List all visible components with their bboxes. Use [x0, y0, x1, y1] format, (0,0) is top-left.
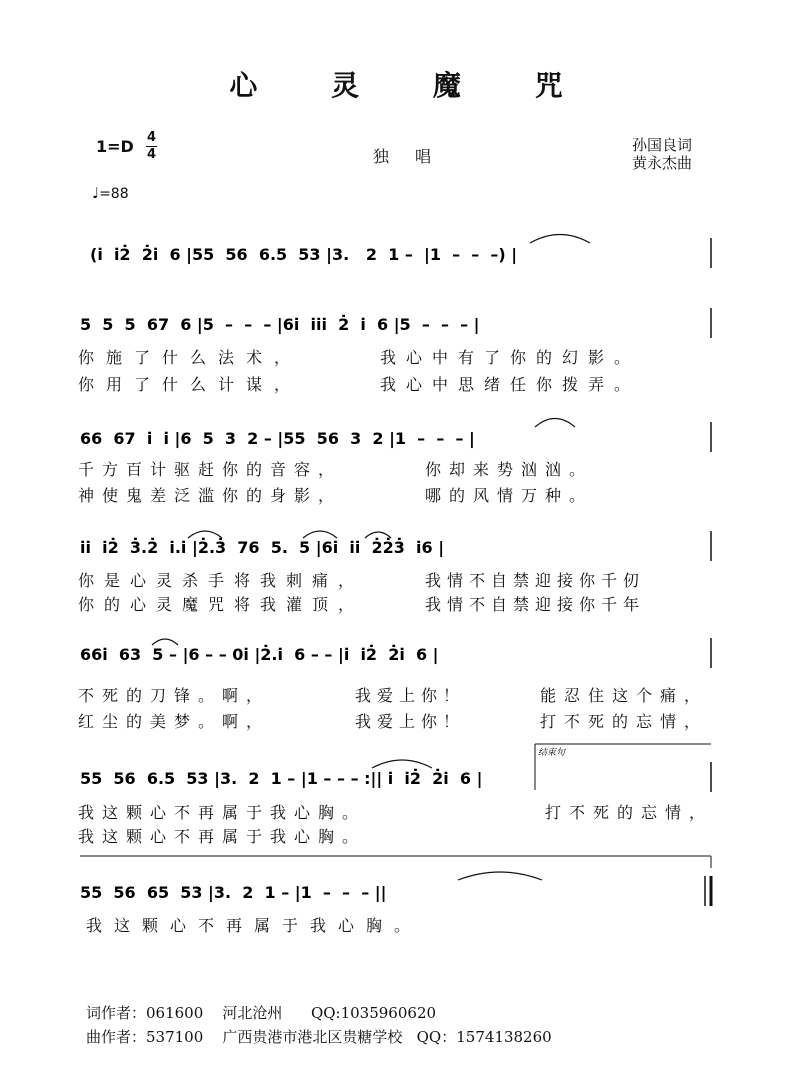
ending-label: 结束句 [538, 748, 566, 758]
system-4-notes: i̇i̇ i̇2̇ 3̇.2̇ i̇.i̇ |2̇.3̇ 76 5. 5 |6i̇ i̇i̇ 2̇2̇3̇ i̇6 | [80, 538, 445, 557]
system-4 [80, 531, 711, 561]
system-3 [80, 419, 711, 453]
page-title: 心 灵 魔 咒 [229, 69, 595, 102]
system-7 [80, 872, 711, 906]
lyric-6-2a: 我这颗心不再属于我心胸。 [78, 827, 367, 846]
tempo-value: =88 [99, 186, 129, 202]
lyric-5-1b: 我爱上你！ [355, 686, 466, 705]
lyric-7-1: 我这颗心不再属于我心胸。 [86, 916, 423, 935]
lyric-5-2a: 红尘的美梦。啊， [78, 712, 271, 731]
lyric-3-2b: 哪的风情万种。 [425, 486, 594, 505]
lyric-5-2b: 我爱上你！ [355, 712, 466, 731]
lyric-2-2a: 你用了什么计谋， [78, 375, 303, 394]
lyric-5-2c: 打不死的忘情， [540, 712, 709, 731]
footer-lyricist-info: 词作者：061600 河北沧州 QQ:1035960620 [86, 1004, 437, 1022]
lyric-4-2b: 我情不自禁迎接你千年 [425, 595, 646, 614]
lyric-5-1a: 不死的刀锋。啊， [78, 686, 271, 705]
lyric-6-1b: 打不死的忘情， [545, 803, 714, 822]
composer: 黄永杰曲 [632, 154, 693, 172]
system-7-notes: 55 56 65 53 |3. 2 1 – |1 – – – || [80, 883, 387, 902]
lyric-5-1c: 能忍住这个痛， [540, 686, 709, 705]
lyricist: 孙国良词 [632, 136, 693, 154]
lyric-2-1b: 我心中有了你的幻影。 [380, 348, 641, 367]
key-signature: 1=D [96, 137, 134, 156]
lyric-2-2b: 我心中思绪任你拨弄。 [380, 375, 641, 394]
system-2-notes: 5 5 5 67 6 |5 – – – |6i̇ i̇i̇i̇ 2̇ i̇ 6 |5 – – – | [80, 315, 480, 334]
lyric-3-1a: 千方百计驱赶你的音容， [78, 460, 343, 479]
system-5-notes: 66i̇ 63 5 – |6 – – 0i̇ |2̇.i̇ 6 – – |i̇ i̇2̇ 2̇i̇ 6 | [80, 645, 439, 664]
system-5 [80, 638, 711, 668]
footer-composer-info: 曲作者：537100 广西贵港市港北区贵糖学校 QQ：1574138260 [86, 1028, 552, 1046]
lyric-4-2a: 你的心灵魔咒将我灌顶， [78, 595, 365, 614]
system-3-notes: 66 67 i̇ i̇ |6 5 3 2 – |55 56 3 2 |1 – – – | [80, 429, 475, 448]
system-6-notes: 55 56 6.5 53 |3. 2 1 – |1 – – – :|| i̇ i̇2̇ 2̇i̇ 6 | [80, 769, 483, 788]
quarter-note-icon: ♩ [92, 184, 100, 202]
lyric-3-2a: 神使鬼差泛滥你的身影， [78, 486, 343, 505]
time-signature-bottom: 4 [146, 147, 157, 162]
lyric-6-1a: 我这颗心不再属于我心胸。 [78, 803, 367, 822]
system-2 [80, 308, 711, 338]
system-1 [90, 235, 711, 269]
lyric-4-1a: 你是心灵杀手将我刺痛， [78, 571, 365, 590]
performance-style: 独唱 [373, 147, 458, 166]
system-6 [80, 744, 711, 792]
time-signature-top: 4 [146, 130, 157, 145]
system-1-notes: (i̇ i̇2̇ 2̇i̇ 6 |55 56 6.5 53 |3. 2 1 – |1 – – –) | [90, 245, 518, 264]
lyric-4-1b: 我情不自禁迎接你千仞 [425, 571, 646, 590]
lyric-3-1b: 你却来势汹汹。 [425, 460, 594, 479]
lyric-2-1a: 你施了什么法术， [78, 348, 303, 367]
